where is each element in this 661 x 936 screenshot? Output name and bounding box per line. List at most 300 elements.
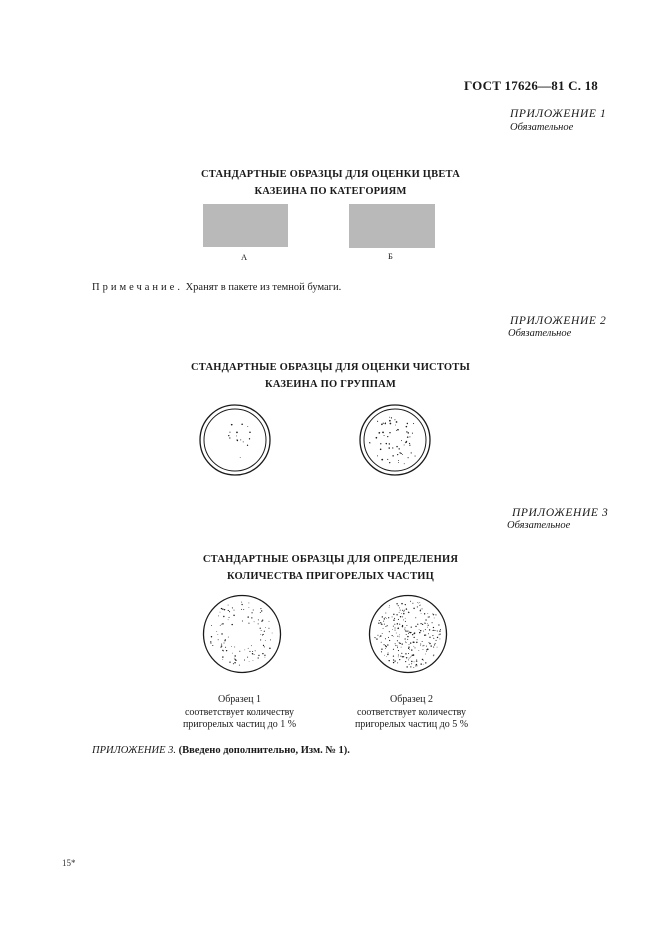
document-header: ГОСТ 17626—81 С. 18 — [464, 78, 598, 93]
speckle — [409, 445, 410, 446]
footnote-italic: ПРИЛОЖЕНИЕ 3. — [92, 745, 176, 756]
speckle — [435, 643, 436, 644]
appendix-1-title-line2: КАЗЕИНА ПО КАТЕГОРИЯМ — [254, 186, 407, 197]
speckle — [398, 460, 399, 461]
speckle — [394, 624, 395, 625]
speckle — [220, 625, 221, 626]
speckle — [260, 628, 261, 629]
speckle — [383, 423, 384, 424]
speckle — [411, 632, 412, 633]
speckle — [399, 607, 400, 608]
note-text: Хранят в пакете из темной бумаги. — [182, 282, 342, 293]
speckle — [241, 604, 242, 605]
speckle — [419, 602, 420, 603]
speckle — [247, 426, 248, 427]
speckle — [228, 610, 229, 611]
speckle — [412, 655, 413, 656]
speckle — [411, 452, 412, 453]
speckle — [221, 644, 222, 645]
speckle — [425, 623, 426, 624]
speckle — [234, 658, 235, 659]
speckle — [393, 620, 394, 621]
speckle — [399, 452, 400, 453]
sample-1-caption — [172, 694, 307, 732]
speckle — [410, 666, 411, 667]
speckle — [406, 426, 408, 428]
appendix-3-status: Обязательное — [507, 520, 571, 531]
speckle — [382, 616, 383, 617]
speckle — [434, 644, 435, 645]
speckle — [385, 626, 386, 627]
speckle — [376, 437, 378, 439]
speckle — [381, 651, 382, 652]
speckle — [264, 655, 265, 656]
speckle — [380, 443, 381, 444]
purity-dots-1 — [228, 423, 251, 457]
sample-1-name: Образец 1 — [218, 694, 261, 705]
speckle — [397, 647, 398, 648]
speckle — [433, 627, 434, 628]
speckle — [396, 446, 397, 447]
speckle — [401, 653, 402, 654]
appendix-3-title-line2: КОЛИЧЕСТВА ПРИГОРЕЛЫХ ЧАСТИЦ — [226, 571, 435, 582]
speckle — [380, 449, 382, 451]
speckle — [242, 620, 243, 621]
speckle — [414, 632, 415, 633]
speckle — [261, 621, 262, 622]
speckle — [426, 651, 427, 652]
speckle — [406, 666, 407, 667]
speckle — [416, 664, 417, 665]
burnt-sample-1 — [202, 594, 282, 674]
speckle — [406, 608, 407, 609]
speckle — [220, 612, 221, 613]
speckle — [221, 633, 222, 634]
speckle — [403, 613, 404, 614]
speckle — [389, 605, 390, 606]
speckle — [379, 636, 380, 637]
speckle — [407, 423, 408, 424]
speckle — [439, 634, 440, 635]
speckle — [380, 635, 381, 636]
speckle — [409, 664, 410, 665]
speckle — [420, 623, 421, 624]
speckle — [210, 643, 211, 644]
speckle — [428, 617, 429, 618]
speckle — [395, 643, 396, 644]
speckle — [258, 657, 259, 658]
speckle — [221, 645, 222, 646]
speckle — [252, 653, 253, 654]
speckle — [389, 607, 390, 608]
appendix-1-label: ПРИЛОЖЕНИЕ 1 — [510, 108, 607, 120]
speckle — [405, 641, 406, 642]
speckle — [423, 631, 424, 632]
speckle — [392, 635, 393, 636]
speckle — [388, 637, 389, 638]
speckle — [432, 630, 433, 631]
speckle — [397, 636, 398, 637]
speckle — [410, 601, 411, 602]
speckle — [398, 605, 399, 606]
speckle — [405, 630, 406, 631]
speckle — [234, 610, 235, 611]
appendix-2-title-line1: СТАНДАРТНЫЕ ОБРАЗЦЫ ДЛЯ ОЦЕНКИ ЧИСТОТЫ — [191, 362, 470, 373]
speckle — [387, 644, 388, 645]
speckle — [262, 619, 263, 620]
speckle — [427, 623, 428, 624]
speckle — [260, 634, 261, 635]
speckle — [411, 649, 412, 650]
speckle — [231, 624, 232, 625]
speckle — [413, 667, 414, 668]
sample-1-line2: соответствует количеству — [184, 706, 295, 718]
speckle — [235, 660, 236, 661]
speckle — [428, 633, 429, 634]
speckle — [378, 623, 379, 624]
speckle — [251, 617, 252, 618]
sample-2-caption — [344, 694, 479, 732]
speckle — [418, 650, 419, 651]
speckle — [408, 648, 409, 649]
speckle — [223, 650, 224, 651]
speckle — [393, 656, 394, 657]
speckle — [396, 430, 397, 431]
speckle — [412, 433, 413, 434]
speckle — [229, 617, 230, 618]
speckle — [402, 616, 403, 617]
speckle — [397, 429, 399, 431]
speckle — [401, 603, 403, 605]
speckle — [216, 631, 217, 632]
speckle — [399, 636, 400, 637]
speckle — [412, 603, 413, 604]
speckle — [264, 646, 265, 647]
speckle — [222, 659, 223, 660]
speckle — [384, 624, 385, 625]
speckle — [241, 423, 243, 425]
speckle — [399, 624, 400, 625]
speckle — [269, 621, 270, 622]
speckle — [379, 620, 380, 621]
speckle — [402, 625, 403, 626]
sample-2-name: Образец 2 — [390, 694, 433, 705]
speckle — [228, 435, 229, 436]
speckle — [385, 613, 386, 614]
appendix-3-label: ПРИЛОЖЕНИЕ 3 — [512, 507, 609, 519]
speckle — [392, 447, 393, 448]
speckle — [425, 619, 426, 620]
speckle — [416, 659, 417, 660]
speckle — [381, 623, 382, 624]
speckle — [402, 454, 403, 455]
speckle — [378, 432, 380, 434]
speckle — [401, 440, 402, 441]
speckle — [420, 610, 421, 611]
speckle — [402, 610, 403, 611]
speckle — [411, 661, 412, 662]
speckle — [405, 661, 406, 662]
speckle — [439, 634, 440, 635]
speckle — [406, 625, 407, 626]
speckle — [395, 628, 396, 629]
speckle — [404, 463, 405, 464]
speckle — [419, 629, 420, 630]
sample-2-line2: соответствует количеству — [356, 706, 467, 718]
speckle — [269, 647, 271, 649]
speckle — [258, 655, 259, 656]
speckle — [409, 644, 410, 645]
speckle — [210, 641, 211, 642]
footnote-bold: (Введено дополнительно, Изм. № 1). — [176, 745, 350, 756]
speckle — [420, 645, 421, 646]
speckle — [272, 633, 273, 634]
speckle — [229, 662, 230, 663]
speckle — [434, 618, 435, 619]
burnt-dots-1 — [210, 602, 272, 666]
speckle — [431, 645, 432, 646]
speckle — [388, 617, 389, 618]
speckle — [408, 631, 409, 632]
speckle — [394, 419, 395, 420]
speckle — [396, 603, 397, 604]
speckle — [439, 630, 440, 631]
speckle — [381, 424, 383, 426]
speckle — [414, 662, 415, 663]
speckle — [239, 665, 240, 666]
appendix-1-title-line1: СТАНДАРТНЫЕ ОБРАЗЦЫ ДЛЯ ОЦЕНКИ ЦВЕТА — [200, 169, 461, 180]
speckle — [420, 643, 421, 644]
speckle — [396, 633, 397, 634]
speckle — [234, 655, 235, 656]
speckle — [249, 603, 250, 604]
speckle — [397, 662, 398, 663]
speckle — [231, 646, 232, 647]
speckle — [424, 623, 425, 624]
speckle — [369, 442, 370, 443]
speckle — [265, 640, 266, 641]
speckle — [401, 647, 402, 648]
speckle — [397, 623, 398, 624]
speckle — [388, 660, 389, 661]
speckle — [255, 650, 256, 651]
speckle — [437, 637, 438, 638]
speckle — [237, 440, 238, 441]
speckle — [389, 640, 390, 641]
speckle — [381, 648, 382, 649]
speckle — [244, 650, 245, 651]
speckle — [249, 438, 250, 439]
speckle — [261, 610, 262, 611]
speckle — [407, 636, 408, 637]
speckle — [405, 653, 406, 654]
speckle — [422, 641, 423, 642]
speckle — [221, 624, 222, 625]
speckle — [234, 647, 235, 648]
burnt-dots-2 — [374, 601, 441, 668]
speckle — [407, 631, 408, 632]
speckle — [377, 421, 378, 422]
speckle — [395, 630, 396, 631]
speckle — [406, 657, 407, 658]
speckle — [381, 459, 383, 461]
speckle — [408, 612, 409, 613]
sample-1-line3: пригорелых частиц до 1 % — [182, 719, 297, 730]
speckle — [408, 659, 409, 660]
speckle — [429, 637, 430, 638]
speckle — [438, 624, 439, 625]
speckle — [387, 436, 388, 437]
speckle — [419, 632, 420, 633]
speckle — [403, 620, 404, 621]
speckle — [221, 608, 222, 609]
appendix-1-title — [0, 166, 661, 200]
speckle — [253, 610, 254, 611]
speckle — [388, 447, 390, 449]
speckle — [249, 651, 250, 652]
speckle — [211, 625, 212, 626]
speckle — [377, 635, 378, 636]
speckle — [253, 660, 254, 661]
speckle — [398, 462, 399, 463]
speckle — [405, 621, 406, 622]
speckle — [397, 628, 398, 629]
speckle — [395, 645, 396, 646]
speckle — [413, 423, 414, 424]
speckle — [383, 621, 384, 622]
speckle — [386, 443, 387, 444]
speckle — [427, 613, 428, 614]
speckle — [236, 436, 237, 437]
appendix-2-title — [0, 359, 661, 393]
speckle — [406, 634, 407, 635]
speckle — [432, 622, 433, 623]
speckle — [420, 663, 421, 664]
speckle — [415, 617, 416, 618]
speckle — [243, 609, 244, 610]
speckle — [417, 602, 418, 603]
speckle — [403, 611, 404, 612]
speckle — [425, 654, 426, 655]
speckle — [425, 662, 426, 663]
speckle — [389, 631, 390, 632]
speckle — [427, 627, 428, 628]
speckle — [231, 424, 233, 426]
speckle — [228, 605, 229, 606]
speckle — [401, 453, 402, 454]
purity-dots-2 — [369, 417, 416, 464]
speckle — [411, 627, 412, 628]
speckle — [390, 423, 392, 425]
speckle — [406, 642, 407, 643]
speckle — [411, 663, 412, 664]
speckle — [440, 629, 441, 630]
speckle — [429, 629, 430, 630]
speckle — [405, 604, 406, 605]
speckle — [220, 647, 221, 648]
speckle — [229, 432, 230, 433]
speckle — [433, 647, 434, 648]
purity-sample-2 — [358, 403, 432, 477]
speckle — [229, 437, 230, 438]
speckle — [409, 649, 410, 650]
appendix-3-footnote — [92, 745, 350, 756]
appendix-2-label: ПРИЛОЖЕНИЕ 2 — [510, 315, 607, 327]
speckle — [424, 613, 425, 614]
speckle — [396, 421, 398, 423]
speckle — [377, 455, 378, 456]
speckle — [412, 634, 413, 635]
speckle — [399, 612, 400, 613]
speckle — [228, 619, 229, 620]
speckle — [226, 650, 227, 651]
speckle — [260, 608, 261, 609]
speckle — [387, 625, 388, 626]
color-swatch-a — [203, 204, 288, 247]
speckle — [407, 436, 409, 438]
speckle — [417, 624, 418, 625]
speckle — [232, 607, 233, 608]
speckle — [416, 660, 417, 661]
speckle — [400, 610, 401, 611]
speckle — [244, 660, 245, 661]
speckle — [270, 639, 271, 640]
speckle — [405, 442, 406, 443]
speckle — [394, 618, 395, 619]
speckle — [229, 611, 230, 612]
speckle — [217, 634, 218, 635]
speckle — [394, 660, 395, 661]
speckle — [415, 647, 416, 648]
speckle — [425, 635, 426, 636]
speckle — [433, 638, 434, 639]
speckle — [425, 629, 426, 630]
speckle — [388, 652, 389, 653]
speckle — [218, 615, 219, 616]
speckle — [422, 659, 423, 660]
speckle — [413, 642, 414, 643]
speckle — [429, 616, 430, 617]
speckle — [224, 640, 225, 641]
speckle — [221, 643, 222, 644]
speckle — [236, 432, 238, 434]
sample-2-line3: пригорелых частиц до 5 % — [354, 719, 469, 730]
speckle — [413, 646, 414, 647]
speckle — [223, 616, 224, 617]
speckle — [414, 637, 415, 638]
speckle — [224, 609, 225, 610]
speckle — [263, 645, 264, 646]
speckle — [228, 637, 229, 638]
speckle — [396, 614, 397, 615]
speckle — [386, 646, 387, 647]
page-mark: 15* — [62, 858, 76, 868]
speckle — [433, 655, 434, 656]
speckle — [222, 608, 223, 609]
speckle — [408, 646, 409, 647]
speckle — [436, 640, 437, 641]
speckle — [420, 630, 421, 631]
appendix-3-title — [0, 551, 661, 585]
appendix-2-title-line2: КАЗЕИНА ПО ГРУППАМ — [265, 379, 396, 390]
appendix-1-note — [92, 282, 341, 293]
speckle — [233, 664, 234, 665]
color-swatch-b — [349, 204, 435, 248]
speckle — [381, 642, 382, 643]
speckle — [384, 618, 385, 619]
speckle — [399, 634, 400, 635]
speckle — [422, 624, 423, 625]
